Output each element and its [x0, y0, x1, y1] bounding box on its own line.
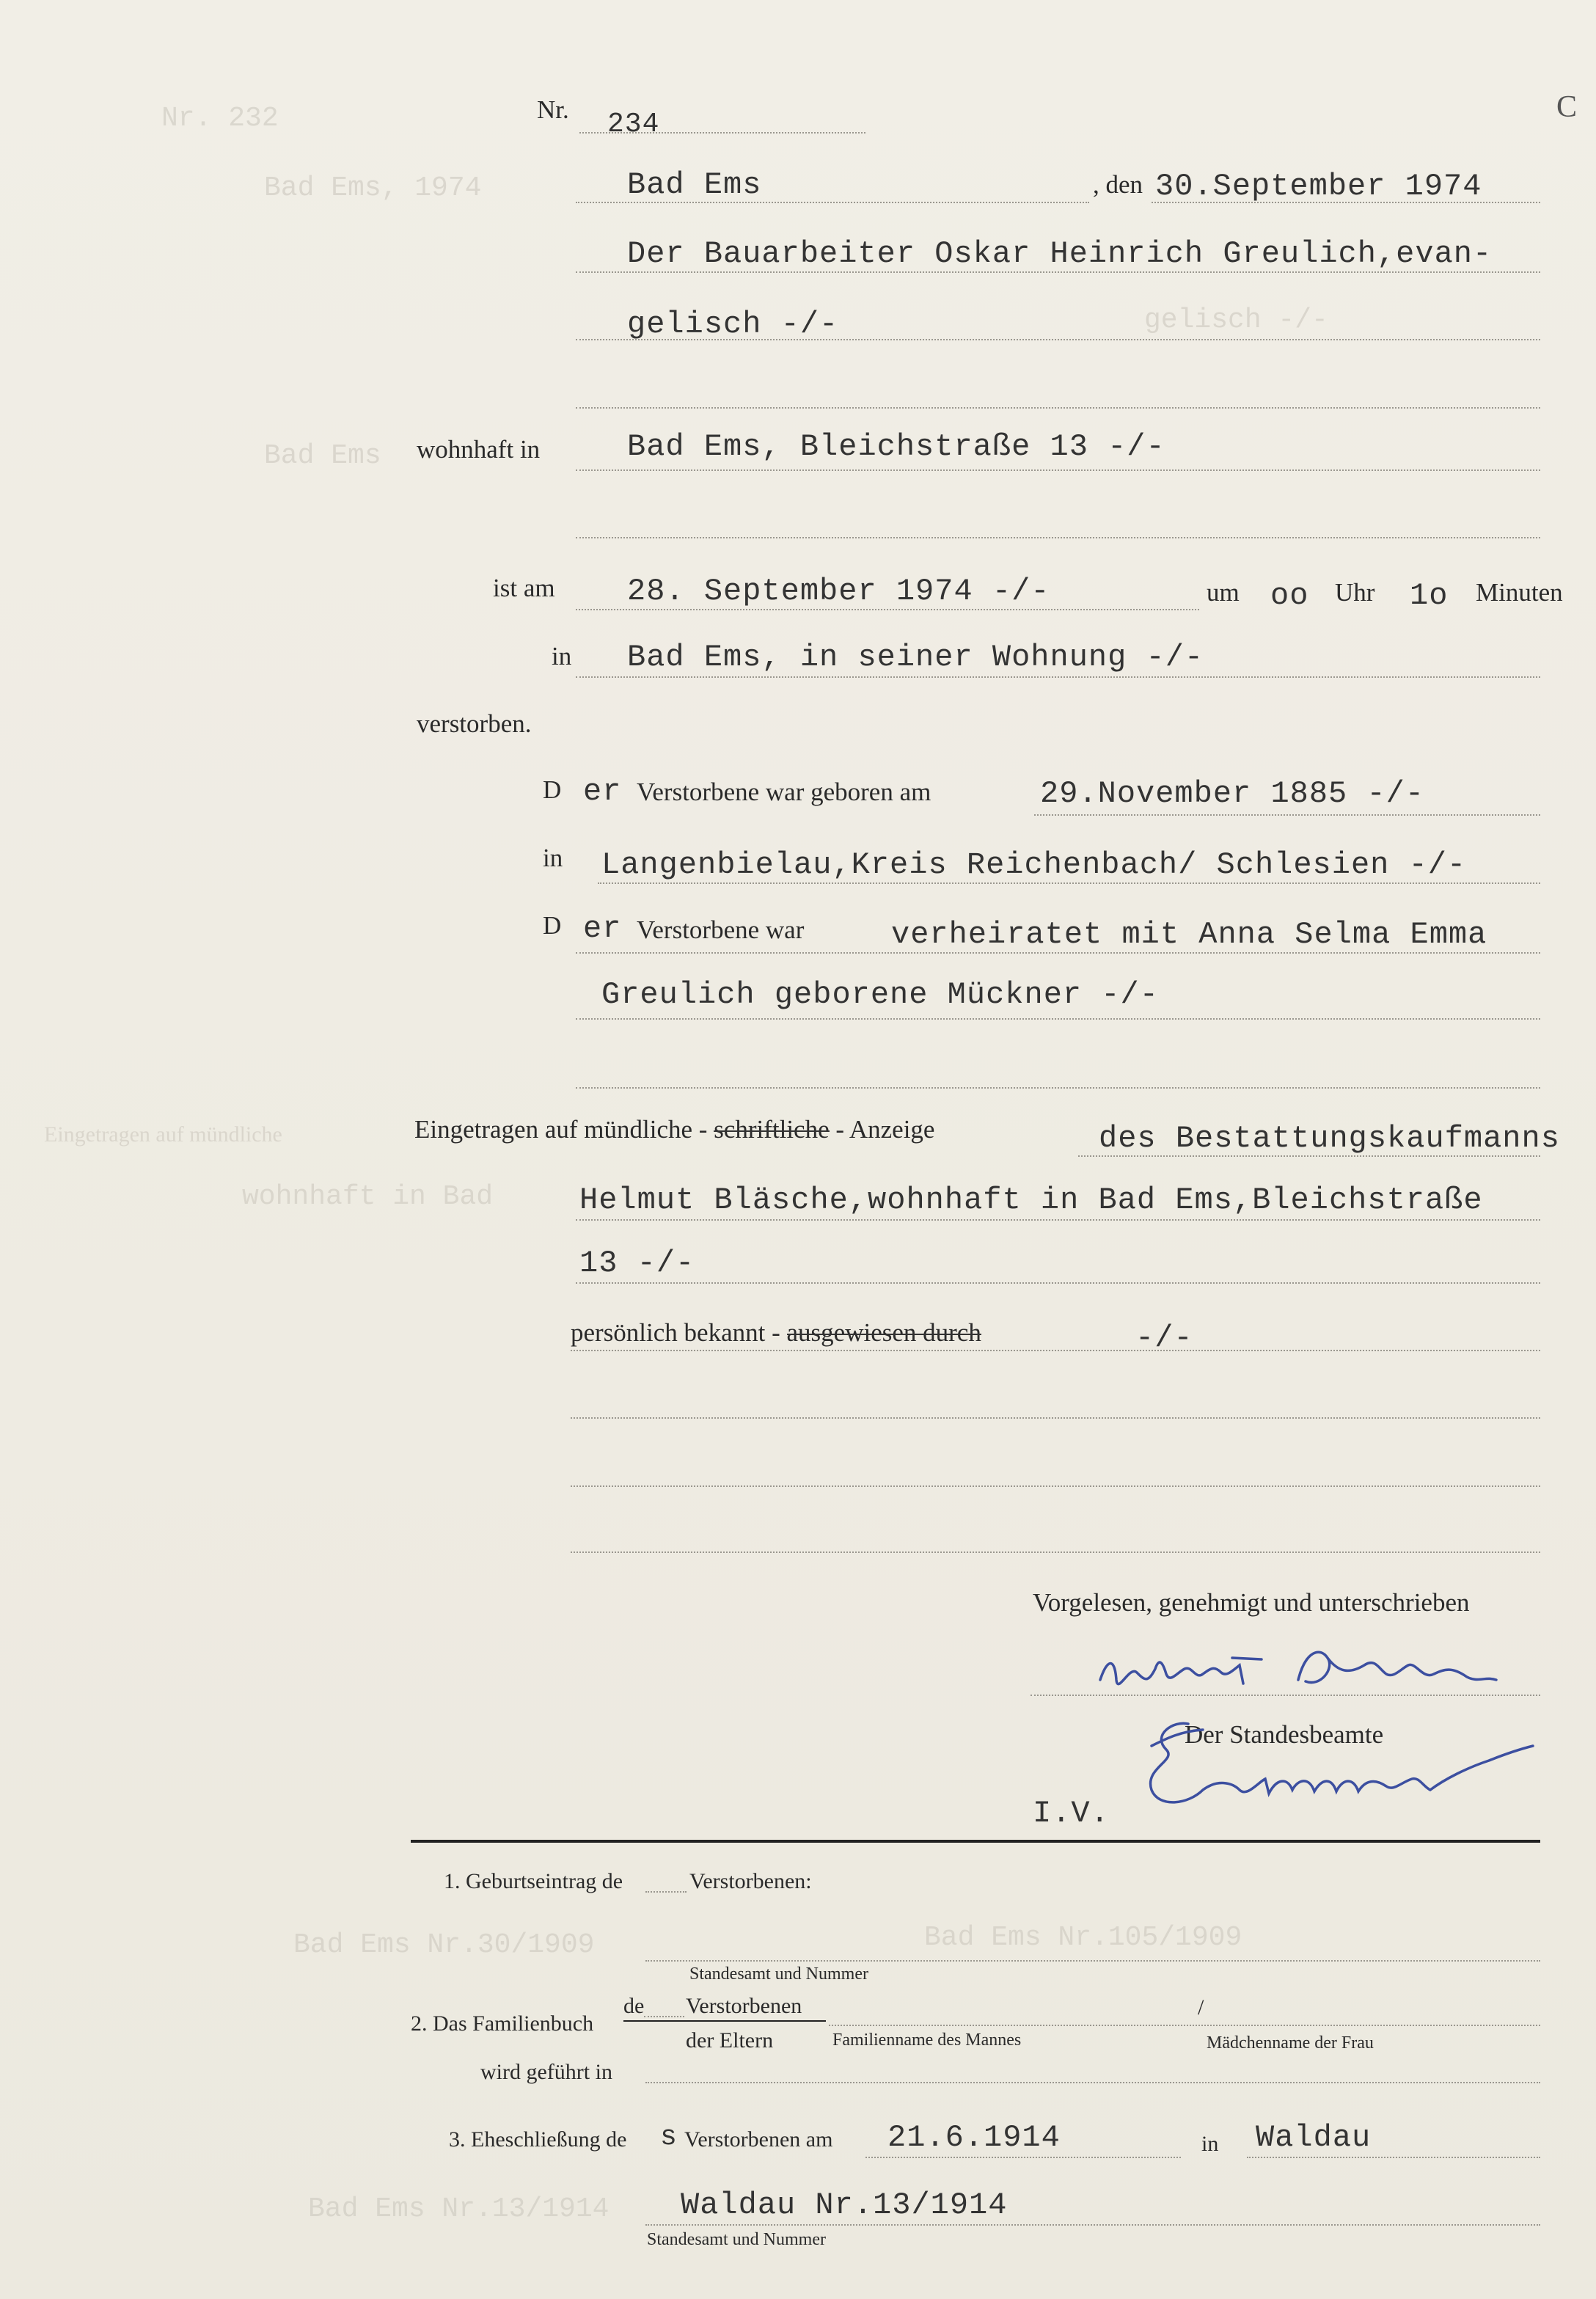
identity-rule: [571, 1350, 1540, 1351]
footer-item1-suffix: Verstorbenen:: [689, 1869, 812, 1893]
death-date-label: ist am: [493, 574, 555, 602]
footer-item1-rule: [645, 1960, 1540, 1962]
footer-item2-wird-rule: [645, 2082, 1540, 2083]
bleed-through-text: Bad Ems, 1974: [264, 172, 482, 204]
footer-item3-verstorbenen: Verstorbenen am: [684, 2127, 833, 2152]
birth-place-label: in: [543, 844, 563, 872]
bleed-through-text: wohnhaft in Bad: [242, 1181, 494, 1213]
footer-item1-caption: Standesamt und Nummer: [689, 1964, 868, 1984]
death-minute-value: 1o: [1410, 578, 1449, 613]
marital-rule-1: [576, 952, 1540, 954]
footer-item2-verstorbenen: Verstorbenen: [686, 1994, 802, 2018]
footer-divider: [411, 1840, 1540, 1843]
marital-rule-3: [576, 1087, 1540, 1089]
identity-known: persönlich bekannt -: [571, 1318, 780, 1347]
signature-registrar: [1122, 1709, 1562, 1834]
death-date-rule: [576, 609, 1199, 610]
footer-item1-label: 1. Geburtseintrag de: [444, 1869, 623, 1893]
residence-rule-2: [576, 537, 1540, 538]
footer-item3-in: in: [1201, 2132, 1219, 2156]
birth-date-value: 29.November 1885 -/-: [1040, 776, 1425, 811]
footer-item3-registry-rule: [645, 2224, 1540, 2226]
registration-rule-1: [1078, 1155, 1540, 1157]
footer-item2-label: 2. Das Familienbuch: [411, 2011, 594, 2036]
footer-item2-slash: /: [1198, 1995, 1204, 2020]
date-line: [1152, 202, 1540, 203]
registration-label-end: Anzeige: [849, 1115, 935, 1144]
uhr-label: Uhr: [1335, 578, 1375, 607]
registration-line-1: des Bestattungskaufmanns: [1099, 1121, 1560, 1156]
minuten-label: Minuten: [1476, 578, 1563, 607]
footer-item3-label: 3. Eheschließung de: [449, 2127, 627, 2152]
death-hour-value: oo: [1270, 578, 1309, 613]
birth-date-rule: [1034, 814, 1540, 816]
verstorben-label: verstorben.: [417, 709, 532, 738]
birth-d-prefix: D: [543, 775, 562, 804]
bleed-through-text: Bad Ems Nr.13/1914: [308, 2193, 610, 2225]
death-place-label: in: [552, 642, 572, 670]
nr-label: Nr.: [537, 95, 569, 124]
blank-rule-2: [571, 1485, 1540, 1487]
registration-line-3: 13 -/-: [579, 1246, 695, 1281]
um-label: um: [1207, 578, 1240, 607]
marital-er-suffix: er: [583, 911, 622, 946]
bleed-through-text: Nr. 232: [161, 103, 279, 134]
death-date-value: 28. September 1974 -/-: [627, 574, 1050, 609]
person-line-1: Der Bauarbeiter Oskar Heinrich Greulich,evan-: [627, 236, 1493, 271]
person-line-2-rule: [576, 339, 1540, 340]
registration-struck-option: schriftliche: [714, 1115, 830, 1144]
residence-label: wohnhaft in: [417, 435, 541, 464]
blank-rule-1: [571, 1417, 1540, 1419]
footer-item3-registry: Waldau Nr.13/1914: [681, 2187, 1008, 2223]
death-place-rule: [576, 676, 1540, 678]
footer-item2-rule: [829, 2025, 1540, 2026]
place-line: [576, 202, 1089, 203]
registration-label: [414, 1115, 934, 1144]
entry-number-line: [579, 132, 865, 134]
footer-item3-date: 21.6.1914: [887, 2120, 1061, 2155]
page-letter: C: [1556, 90, 1578, 124]
read-approved-label: Vorgelesen, genehmigt und unterschrieben: [1033, 1588, 1470, 1617]
birth-er-suffix: er: [583, 774, 622, 809]
entry-number: 234: [607, 109, 660, 140]
bleed-through-text: gelisch -/-: [1144, 304, 1328, 336]
marital-label: Verstorbene war: [637, 915, 805, 944]
birth-place-rule: [598, 882, 1540, 884]
bleed-through-text: Bad Ems Nr.105/1909: [924, 1922, 1242, 1953]
residence-value: Bad Ems, Bleichstraße 13 -/-: [627, 429, 1165, 464]
iv-label: I.V.: [1033, 1796, 1110, 1831]
marital-line-2: Greulich geborene Mückner -/-: [601, 977, 1159, 1012]
bleed-through-text: Eingetragen auf mündliche: [44, 1122, 282, 1147]
registration-line-2: Helmut Bläsche,wohnhaft in Bad Ems,Bleichstraße: [579, 1183, 1483, 1218]
person-line-2: gelisch -/-: [627, 307, 839, 342]
blank-rule-3: [571, 1551, 1540, 1553]
footer-item2-caption-husband: Familienname des Mannes: [832, 2031, 1022, 2050]
footer-item3-place: Waldau: [1256, 2120, 1372, 2155]
footer-item3-place-rule: [1247, 2157, 1540, 2158]
identity-struck-option: ausgewiesen durch: [786, 1318, 981, 1347]
footer-item2-bracket: [623, 2020, 826, 2022]
birth-place-value: Langenbielau,Kreis Reichenbach/ Schlesien -/-: [601, 847, 1467, 882]
residence-rule: [576, 469, 1540, 471]
declarant-signature-rule: [1031, 1695, 1540, 1696]
marital-line-1: verheiratet mit Anna Selma Emma: [891, 917, 1487, 952]
record-date: 30.September 1974: [1155, 169, 1482, 204]
registration-dash: -: [835, 1115, 845, 1144]
footer-item3-s: s: [660, 2121, 678, 2153]
registration-rule-3: [576, 1282, 1540, 1284]
den-label: , den: [1093, 170, 1143, 199]
bleed-through-text: Bad Ems Nr.30/1909: [293, 1929, 595, 1961]
place-value: Bad Ems: [627, 167, 762, 202]
death-place-value: Bad Ems, in seiner Wohnung -/-: [627, 640, 1204, 675]
footer-item2-caption-wife: Mädchenname der Frau: [1207, 2033, 1374, 2053]
registration-rule-2: [576, 1219, 1540, 1221]
signature-declarant: [1086, 1629, 1526, 1709]
footer-item2-wird: wird geführt in: [480, 2060, 612, 2084]
marital-rule-2: [576, 1018, 1540, 1020]
person-line-1-rule: [576, 271, 1540, 273]
registrar-label: Der Standesbeamte: [1185, 1720, 1384, 1749]
registration-label-start: Eingetragen auf mündliche -: [414, 1115, 708, 1144]
footer-item2-blank: [644, 2016, 684, 2017]
footer-item2-eltern: der Eltern: [686, 2028, 774, 2053]
footer-item1-blank: [645, 1891, 687, 1893]
identity-label: [571, 1318, 981, 1348]
footer-item2-de: de: [623, 1994, 645, 2018]
footer-item3-caption: Standesamt und Nummer: [647, 2230, 826, 2249]
bleed-through-text: Bad Ems: [264, 440, 381, 472]
marital-d-prefix: D: [543, 911, 562, 940]
identity-value: -/-: [1135, 1320, 1193, 1356]
footer-item3-date-rule: [865, 2157, 1181, 2158]
person-line-3-rule: [576, 407, 1540, 409]
birth-label: Verstorbene war geboren am: [637, 778, 931, 806]
